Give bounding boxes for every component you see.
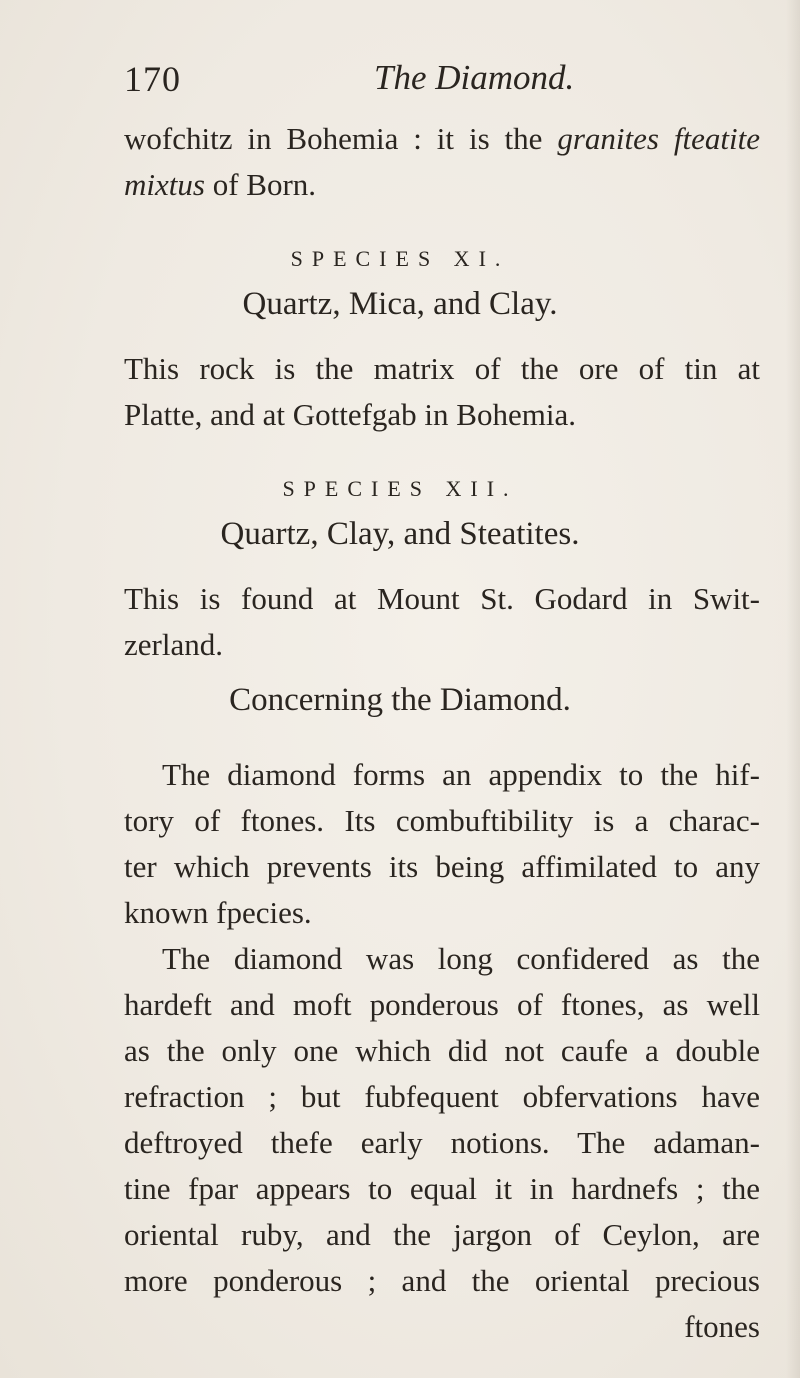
catchword: ftones [684,1309,760,1344]
diamond-chapter-title: Concerning the Diamond. [229,682,571,718]
diamond-paragraph-2 [124,936,760,1350]
text-line: Platte, and at Gottefgab in Bohemia. [124,397,576,432]
text-line: The diamond forms an appendix to the hif- [162,757,760,792]
text-line: deftroyed thefe early notions. The adaman- [124,1125,760,1160]
text-line: more ponderous ; and the oriental precious [124,1263,760,1298]
text-line: tine fpar appears to equal it in hardnefs ; the [124,1171,760,1206]
species-xi-paragraph [124,346,760,438]
text-line: This is found at Mount St. Godard in Swit- [124,581,760,616]
text-line: ter which prevents its being affimilated to any [124,849,760,884]
italic-term: granites fteatite [557,121,760,156]
text-line: mixtus of Born. [124,167,317,202]
species-xii-title: Quartz, Clay, and Steatites. [220,516,580,552]
species-xii-paragraph [124,576,760,668]
species-xi-title: Quartz, Mica, and Clay. [242,286,558,322]
text-line: refraction ; but fubfequent obfervations have [124,1079,760,1114]
running-header [0,48,800,108]
text-line: known fpecies. [124,895,312,930]
italic-term: mixtus [124,167,205,202]
text-line: hardeft and moft ponderous of ftones, as well [124,987,760,1022]
text-line: wofchitz in Bohemia : it is the granites fteatite [124,121,760,156]
species-xi-heading: SPECIES XI. [290,246,510,271]
text-line: zerland. [124,627,223,662]
text-line: as the only one which did not caufe a double [124,1033,760,1068]
page-number: 170 [124,59,181,99]
text-line: This rock is the matrix of the ore of tin at [124,351,760,386]
text-line: The diamond was long confidered as the [162,941,760,976]
intro-paragraph [124,116,760,208]
text-line: oriental ruby, and the jargon of Ceylon, are [124,1217,760,1252]
species-xii-heading: SPECIES XII. [282,476,518,501]
diamond-paragraph-1 [124,752,760,936]
text-line: tory of ftones. Its combuftibility is a charac- [124,803,760,838]
running-title: The Diamond. [374,58,575,97]
